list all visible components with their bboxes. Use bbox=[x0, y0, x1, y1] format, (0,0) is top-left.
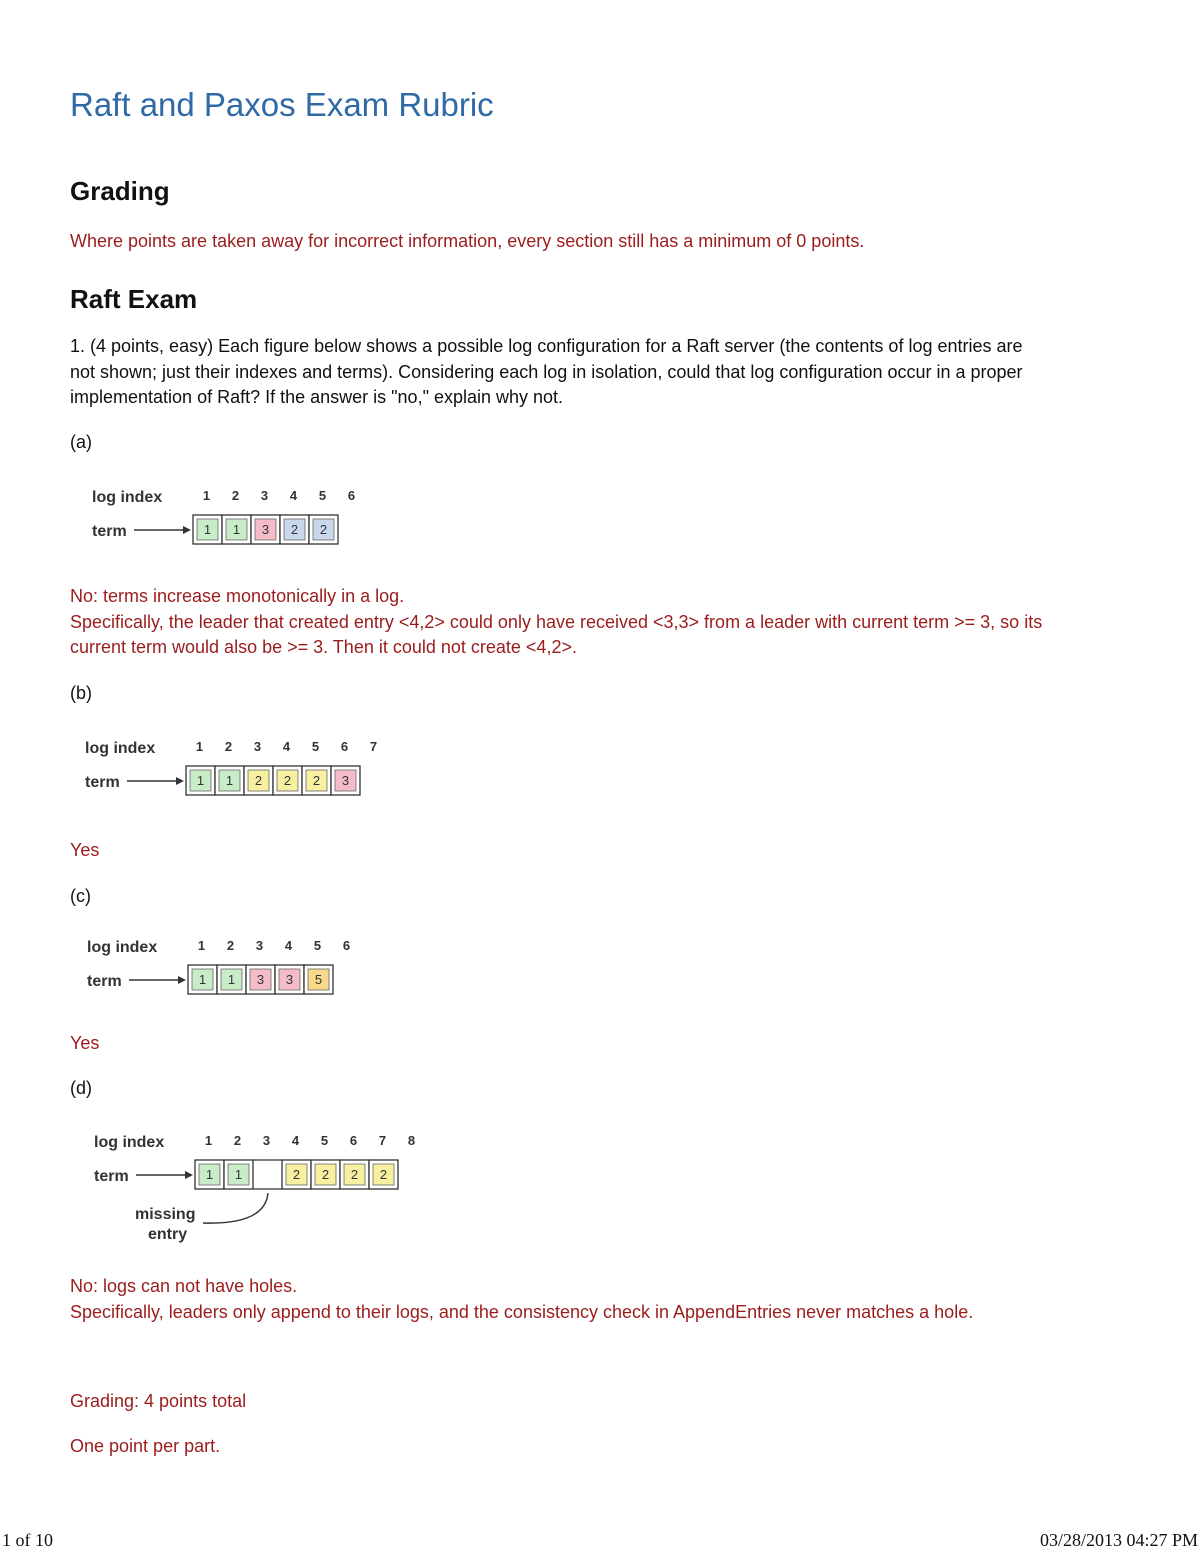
log-figure-c bbox=[0, 930, 480, 1010]
log-entry-term: 2 bbox=[350, 1167, 359, 1182]
log-index-number: 6 bbox=[347, 488, 356, 503]
log-index-number: 3 bbox=[260, 488, 269, 503]
log-index-number: 4 bbox=[289, 488, 298, 503]
log-figure-a bbox=[0, 480, 480, 560]
log-index-number: 5 bbox=[320, 1133, 329, 1148]
answer-line: Specifically, the leader that created entry <4,2> could only have received <3,3> from a leader with current term >= 3, so its bbox=[70, 611, 1043, 632]
log-entry-term: 3 bbox=[261, 522, 270, 537]
log-index-number: 3 bbox=[262, 1133, 271, 1148]
page-title: Raft and Paxos Exam Rubric bbox=[70, 86, 494, 123]
log-index-label: log index bbox=[85, 740, 156, 757]
log-entry-term: 2 bbox=[379, 1167, 388, 1182]
log-entry-term: 1 bbox=[203, 522, 212, 537]
log-entry-term: 2 bbox=[290, 522, 299, 537]
raft-exam-heading: Raft Exam bbox=[70, 284, 198, 314]
log-index-number: 2 bbox=[231, 488, 240, 503]
part-c-label: (c) bbox=[70, 886, 91, 906]
page-number: 1 of 10 bbox=[2, 1530, 53, 1550]
question-line: implementation of Raft? If the answer is "no," explain why not. bbox=[70, 387, 564, 407]
log-index-number: 2 bbox=[224, 739, 233, 754]
term-label: term bbox=[92, 523, 127, 540]
log-index-label: log index bbox=[92, 489, 163, 506]
grading-per-part: One point per part. bbox=[70, 1436, 221, 1456]
log-index-number: 1 bbox=[197, 938, 206, 953]
log-index-number: 6 bbox=[340, 739, 349, 754]
term-arrow-head bbox=[185, 1171, 193, 1179]
log-entry-term: 3 bbox=[256, 972, 265, 987]
question-line: 1. (4 points, easy) Each figure below shows a possible log configuration for a Raft server (the contents of log entries are bbox=[70, 336, 1023, 356]
log-index-number: 5 bbox=[318, 488, 327, 503]
log-index-number: 1 bbox=[202, 488, 211, 503]
term-arrow-head bbox=[176, 777, 184, 785]
log-entry-term: 1 bbox=[225, 773, 234, 788]
answer-b bbox=[70, 838, 99, 864]
log-entry-term: 3 bbox=[285, 972, 294, 987]
log-index-number: 7 bbox=[378, 1133, 387, 1148]
log-figure-b bbox=[0, 731, 480, 811]
log-index-number: 1 bbox=[204, 1133, 213, 1148]
log-index-number: 5 bbox=[311, 739, 320, 754]
grading-total: Grading: 4 points total bbox=[70, 1391, 247, 1411]
log-index-number: 3 bbox=[255, 938, 264, 953]
question-text bbox=[70, 334, 1023, 411]
answer-line: current term would also be >= 3. Then it could not create <4,2>. bbox=[70, 637, 577, 657]
log-index-label: log index bbox=[94, 1134, 165, 1151]
log-index-number: 4 bbox=[284, 938, 293, 953]
log-index-label: log index bbox=[87, 939, 158, 956]
log-index-number: 3 bbox=[253, 739, 262, 754]
log-entry-term: 5 bbox=[314, 972, 323, 987]
answer-line: Yes bbox=[70, 1033, 100, 1053]
entry-label: entry bbox=[148, 1226, 188, 1243]
log-index-number: 6 bbox=[342, 938, 351, 953]
log-entry-term: 1 bbox=[198, 972, 207, 987]
term-arrow-head bbox=[183, 526, 191, 534]
log-entry-term: 1 bbox=[234, 1167, 243, 1182]
answer-c bbox=[70, 1031, 99, 1057]
missing-entry-pointer bbox=[203, 1193, 268, 1223]
log-index-number: 6 bbox=[349, 1133, 358, 1148]
log-entry-term: 1 bbox=[196, 773, 205, 788]
log-index-number: 2 bbox=[233, 1133, 242, 1148]
log-index-number: 4 bbox=[282, 739, 291, 754]
answer-line: No: logs can not have holes. bbox=[70, 1276, 298, 1296]
part-d-label: (d) bbox=[70, 1078, 92, 1098]
log-index-number: 2 bbox=[226, 938, 235, 953]
answer-a bbox=[70, 584, 1042, 661]
log-entry-term: 2 bbox=[292, 1167, 301, 1182]
log-index-number: 8 bbox=[407, 1133, 416, 1148]
log-entry-term: 2 bbox=[312, 773, 321, 788]
question-line: not shown; just their indexes and terms). Considering each log in isolation, could that log configuration occur in a proper bbox=[70, 361, 1023, 382]
log-index-number: 1 bbox=[195, 739, 204, 754]
missing-label: missing bbox=[135, 1206, 196, 1223]
log-figure-d bbox=[0, 1125, 480, 1255]
answer-line: Yes bbox=[70, 840, 100, 860]
term-label: term bbox=[87, 973, 122, 990]
log-entry-term: 2 bbox=[283, 773, 292, 788]
log-index-number: 7 bbox=[369, 739, 378, 754]
log-entry-term: 1 bbox=[232, 522, 241, 537]
answer-line: Specifically, leaders only append to their logs, and the consistency check in AppendEntries never matches a hole. bbox=[70, 1301, 974, 1322]
log-index-number: 4 bbox=[291, 1133, 300, 1148]
log-entry-term: 2 bbox=[254, 773, 263, 788]
log-entry-term: 1 bbox=[227, 972, 236, 987]
term-arrow-head bbox=[178, 976, 186, 984]
part-b-label: (b) bbox=[70, 683, 92, 703]
answer-line: No: terms increase monotonically in a log. bbox=[70, 586, 405, 606]
log-index-number: 5 bbox=[313, 938, 322, 953]
log-entry-term: 1 bbox=[205, 1167, 214, 1182]
grading-note: Where points are taken away for incorrect information, every section still has a minimum of 0 points. bbox=[70, 231, 865, 251]
answer-d bbox=[70, 1274, 973, 1325]
part-a-label: (a) bbox=[70, 432, 92, 452]
log-entry-term: 2 bbox=[321, 1167, 330, 1182]
term-label: term bbox=[94, 1168, 129, 1185]
grading-heading: Grading bbox=[70, 176, 170, 206]
log-entry-term: 3 bbox=[341, 773, 350, 788]
log-entry-term: 2 bbox=[319, 522, 328, 537]
term-label: term bbox=[85, 774, 120, 791]
print-timestamp: 03/28/2013 04:27 PM bbox=[1039, 1530, 1198, 1550]
